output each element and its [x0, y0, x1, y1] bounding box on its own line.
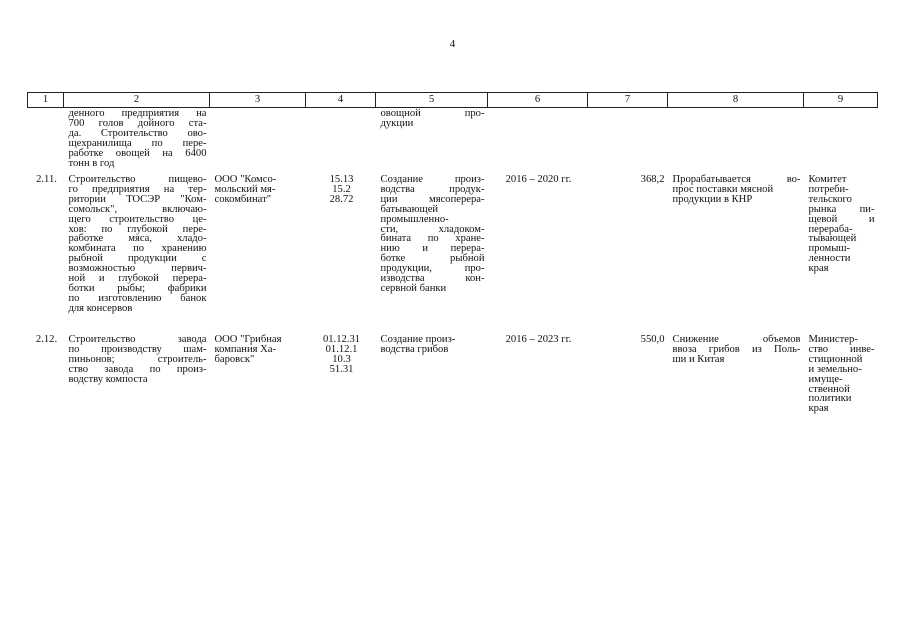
text-line: изводства кон-: [380, 273, 485, 285]
text-line: 700 голов дойного ста-: [68, 117, 207, 129]
text-line: водства продук-: [380, 183, 485, 195]
text-line: пиньонов; строитель-: [68, 353, 207, 365]
text-line: ленности: [808, 253, 851, 265]
text-line: ботке рыбной: [380, 253, 485, 265]
text-line: Министер-: [808, 334, 858, 345]
text-line: Создание произ-: [380, 174, 485, 185]
text-line: сервной банки: [380, 282, 447, 294]
text-line: по изготовлению банок: [68, 292, 207, 304]
company-name: [210, 335, 306, 414]
text-line: 28.72: [329, 193, 354, 205]
text-line: Строительство завода: [68, 334, 207, 345]
text-line: комбината по хранению: [68, 243, 207, 255]
text-line: продукции в КНР: [672, 193, 753, 205]
text-line: Снижение объемов: [672, 334, 801, 345]
text-line: щехранилища по пере-: [68, 137, 207, 149]
text-line: 51.31: [329, 363, 354, 375]
text-line: края: [808, 263, 829, 275]
text-line: перераба-: [808, 223, 853, 235]
column-number-row: [28, 93, 878, 108]
text-line: тельского: [808, 193, 852, 205]
text-line: ной и глубокой перера-: [68, 273, 207, 285]
col-header-6: 6: [488, 93, 588, 108]
text-line: ции мясоперера-: [380, 193, 485, 205]
text-line: ботки рыбы; фабрики: [68, 282, 207, 294]
text-line: дукции: [380, 117, 414, 129]
responsible-body: [804, 335, 878, 414]
continuation-num: [28, 108, 64, 176]
text-line: Прорабатывается во-: [672, 174, 801, 185]
text-line: ственной: [808, 383, 850, 395]
text-line: Комитет: [808, 174, 847, 185]
text-line: рынка пи-: [808, 203, 875, 215]
text-line: сти, хладоком-: [380, 223, 485, 235]
text-line: для консервов: [68, 302, 133, 314]
text-line: ввоза грибов из Поль-: [672, 343, 801, 355]
activity-codes: [306, 175, 376, 335]
text-line: работке мяса, хладо-: [68, 233, 207, 245]
implementation-period: 2016 – 2020 гг.: [505, 174, 572, 185]
project-name: [64, 175, 210, 335]
investment-amount: 550,0: [640, 334, 665, 345]
text-line: ООО "Грибная: [214, 334, 282, 345]
text-line: компания Ха-: [214, 343, 277, 355]
table-row: [28, 335, 878, 414]
text-line: по производству шам-: [68, 343, 207, 355]
text-line: ши и Китая: [672, 353, 725, 365]
row-number: 2.12.: [35, 334, 58, 345]
text-line: мольский мя-: [214, 183, 276, 195]
col-header-5: 5: [376, 93, 488, 108]
activity-codes: [306, 335, 376, 414]
col-header-7: 7: [588, 93, 668, 108]
expected-effect: [668, 175, 804, 335]
implementation-period: 2016 – 2023 гг.: [505, 334, 572, 345]
project-purpose: [376, 175, 488, 335]
text-line: политики: [808, 393, 852, 405]
text-line: стиционной: [808, 353, 863, 365]
text-line: овощной про-: [380, 108, 485, 119]
text-line: промыш-: [808, 243, 851, 255]
continuation-project-name: [64, 108, 210, 176]
text-line: ство инве-: [808, 343, 875, 355]
text-line: тывающей: [808, 233, 857, 245]
text-line: промышленно-: [380, 213, 449, 225]
investment-projects-table: [27, 92, 878, 414]
col-header-8: 8: [668, 93, 804, 108]
continuation-row: [28, 108, 878, 176]
text-line: баровск": [214, 353, 255, 365]
text-line: батывающей: [380, 203, 439, 215]
continuation-purpose: [376, 108, 488, 176]
text-line: ООО "Комсо-: [214, 174, 277, 185]
text-line: сокомбинат": [214, 193, 272, 205]
text-line: 01.12.1: [325, 343, 358, 355]
text-line: водству компоста: [68, 373, 148, 385]
text-line: бината по хране-: [380, 233, 485, 245]
col-header-1: 1: [28, 93, 64, 108]
text-line: 01.12.31: [322, 334, 361, 345]
responsible-body: [804, 175, 878, 335]
investment-amount: 368,2: [640, 174, 665, 185]
text-line: сомольск", включаю-: [68, 203, 207, 215]
project-name: [64, 335, 210, 414]
text-line: да. Строительство ово-: [68, 127, 207, 139]
expected-effect: [668, 335, 804, 414]
text-line: продукции, про-: [380, 263, 485, 275]
text-line: щего строительство це-: [68, 213, 207, 225]
text-line: 15.2: [332, 183, 351, 195]
text-line: работке овощей на 6400: [68, 147, 207, 159]
text-line: 15.13: [329, 174, 354, 185]
col-header-3: 3: [210, 93, 306, 108]
col-header-4: 4: [306, 93, 376, 108]
text-line: края: [808, 403, 829, 415]
text-line: го предприятия на тер-: [68, 183, 207, 195]
text-line: тонн в год: [68, 157, 115, 169]
col-header-9: 9: [804, 93, 878, 108]
text-line: ство завода по произ-: [68, 363, 207, 375]
text-line: 10.3: [332, 353, 351, 365]
text-line: Создание произ-: [380, 334, 456, 345]
text-line: ритории ТОСЭР "Ком-: [68, 193, 207, 205]
row-number: 2.11.: [36, 174, 57, 185]
page-number: 4: [449, 38, 456, 50]
project-purpose: [376, 335, 488, 414]
table-row: [28, 175, 878, 335]
text-line: возможностью первич-: [68, 263, 207, 275]
text-line: водства грибов: [380, 343, 449, 355]
text-line: потреби-: [808, 183, 849, 195]
text-line: щевой и: [808, 213, 875, 225]
text-line: прос поставки мясной: [672, 183, 774, 195]
company-name: [210, 175, 306, 335]
text-line: денного предприятия на: [68, 108, 207, 119]
text-line: рыбной продукции с: [68, 253, 207, 265]
text-line: хов: по глубокой пере-: [68, 223, 207, 235]
text-line: Строительство пищево-: [68, 174, 207, 185]
text-line: имуще-: [808, 373, 843, 385]
col-header-2: 2: [64, 93, 210, 108]
text-line: нию и перера-: [380, 243, 485, 255]
text-line: и земельно-: [808, 363, 862, 375]
